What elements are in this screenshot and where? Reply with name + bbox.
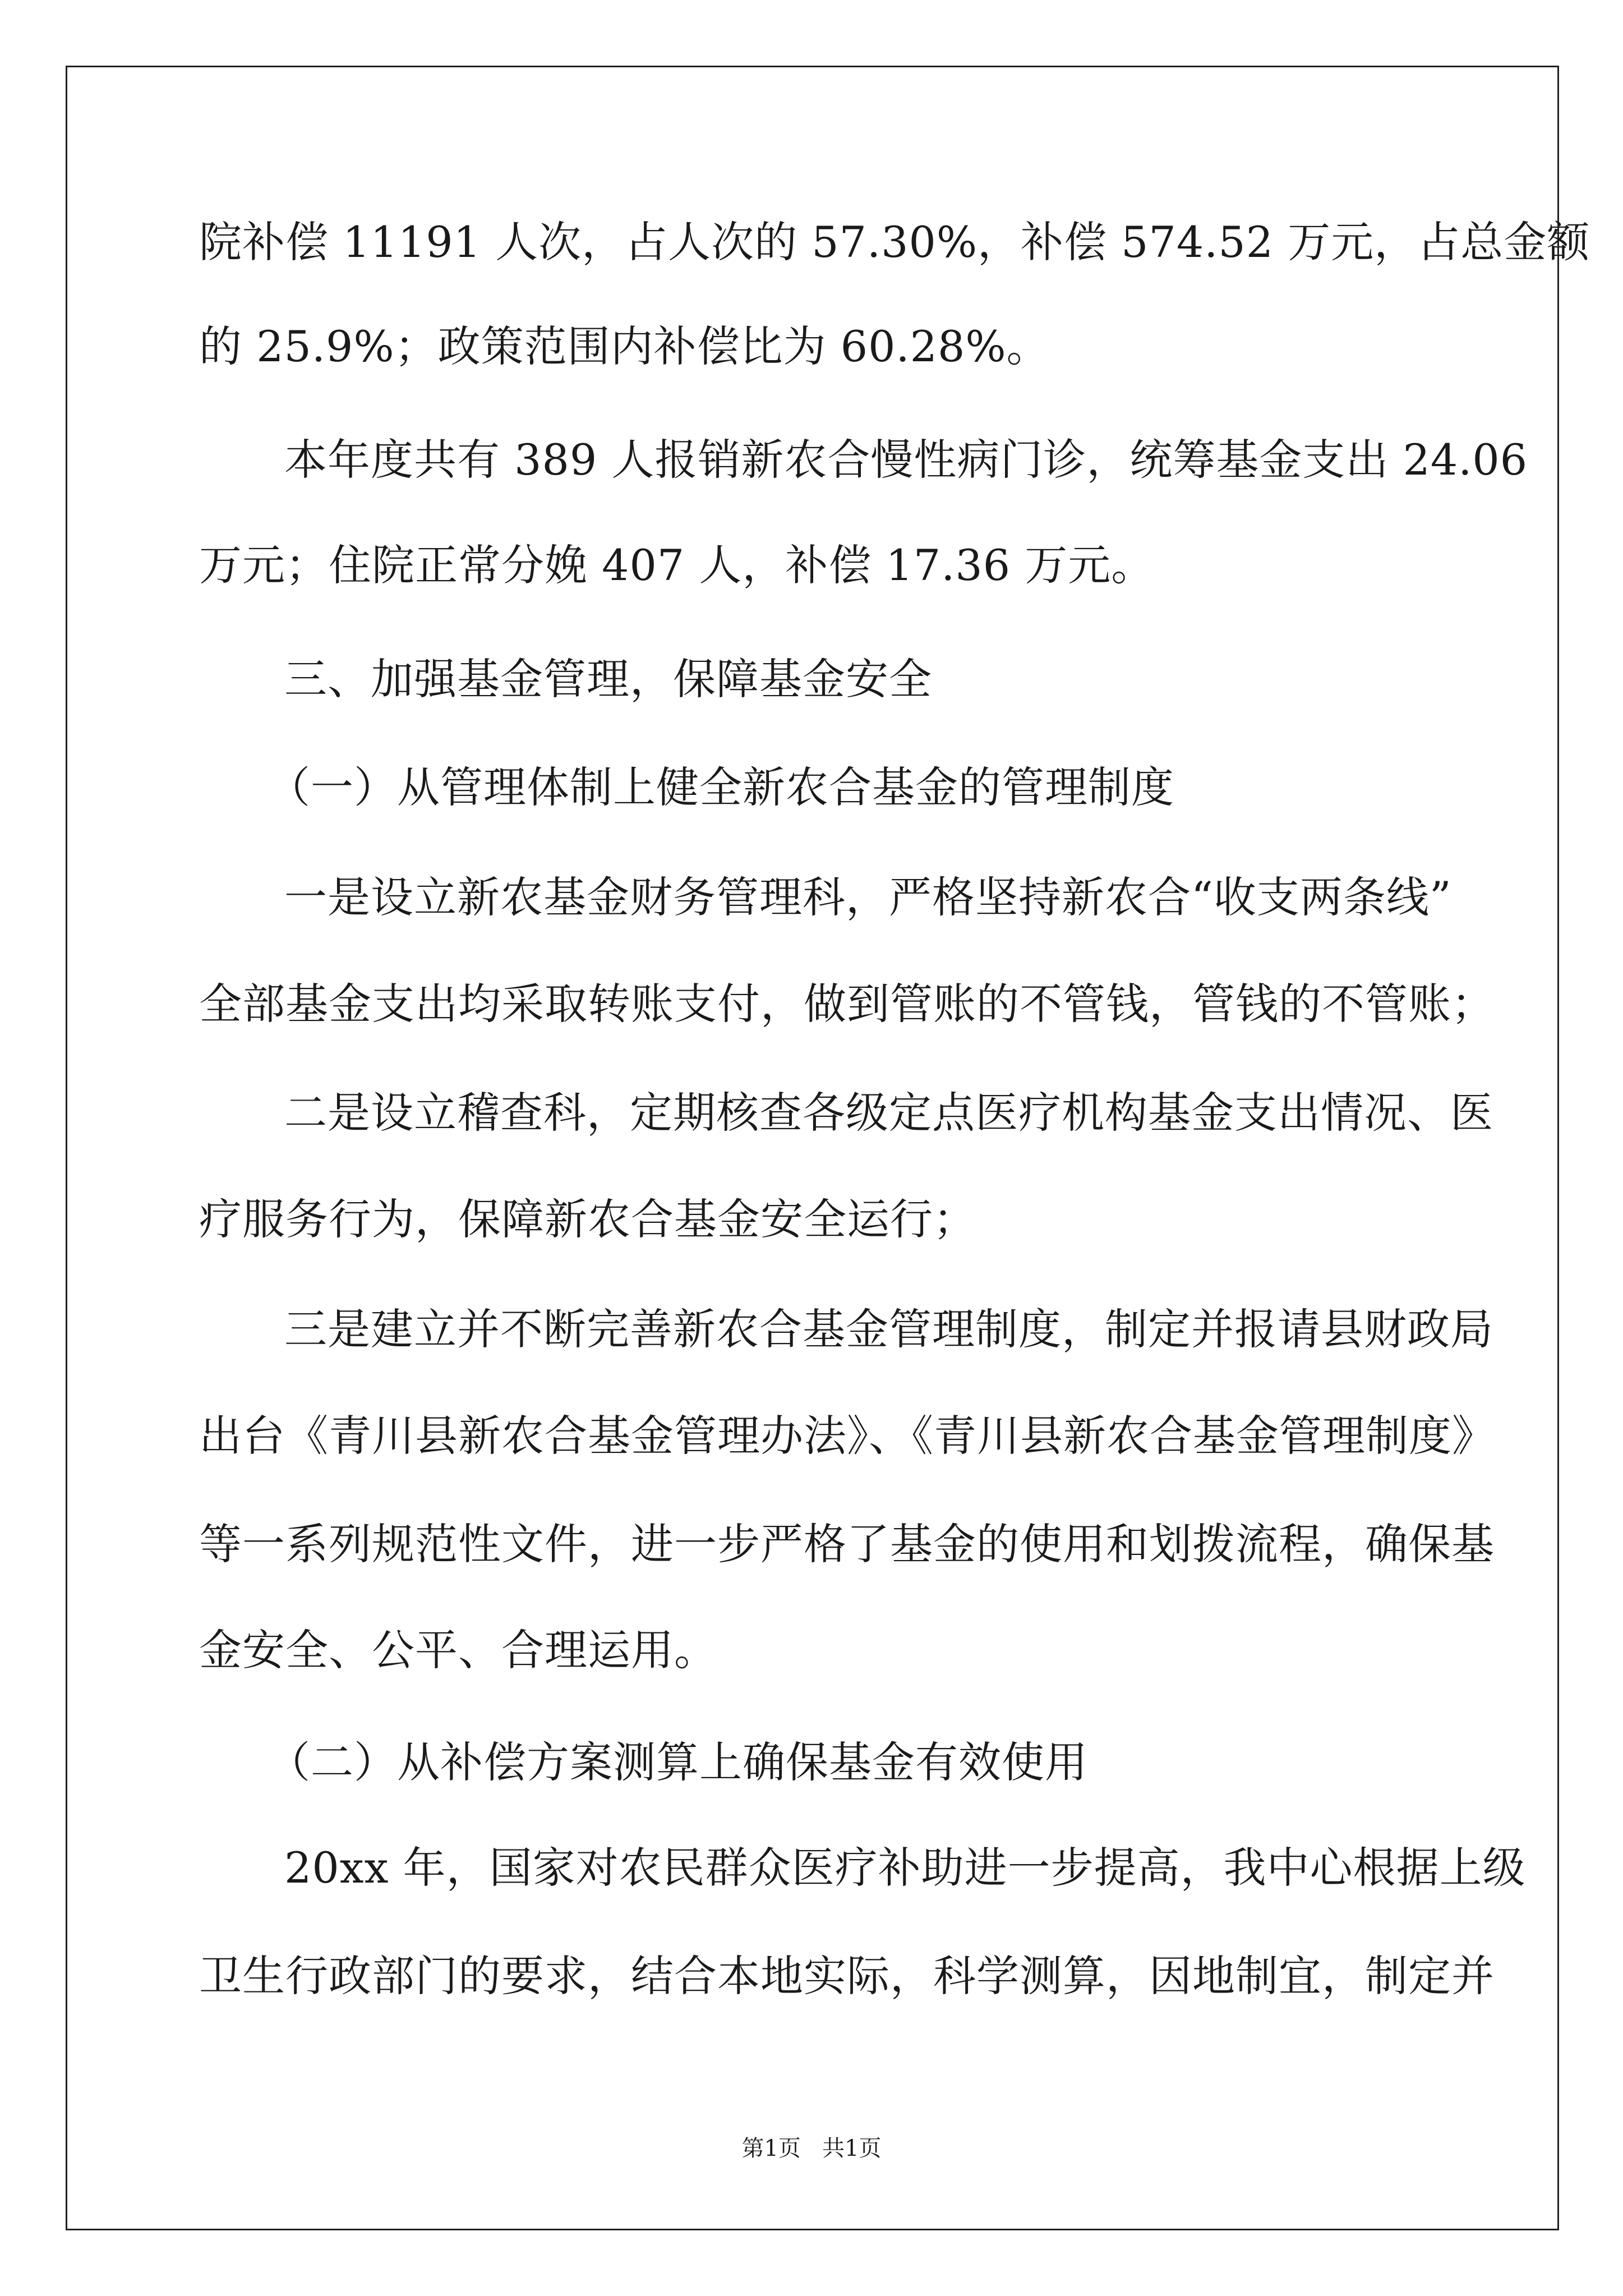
text-line: 本年度共有 389 人报销新农合慢性病门诊，统筹基金支出 24.06 bbox=[284, 435, 1528, 485]
text-line: 等一系列规范性文件，进一步严格了基金的使用和划拨流程，确保基 bbox=[199, 1519, 1495, 1569]
text-line: 院补偿 11191 人次，占人次的 57.30%，补偿 574.52 万元，占总金额 bbox=[199, 217, 1590, 267]
text-line: 出台《青川县新农合基金管理办法》、《青川县新农合基金管理制度》 bbox=[199, 1411, 1495, 1461]
page-number: 第1页 共1页 bbox=[741, 2136, 882, 2161]
text-line: 20xx 年，国家对农民群众医疗补助进一步提高，我中心根据上级 bbox=[284, 1843, 1526, 1893]
text-line: 二是设立稽查科，定期核查各级定点医疗机构基金支出情况、医 bbox=[284, 1088, 1493, 1138]
subsection-heading: （二）从补偿方案测算上确保基金有效使用 bbox=[268, 1737, 1088, 1787]
text-line: 一是设立新农基金财务管理科，严格坚持新农合“收支两条线” bbox=[284, 872, 1452, 922]
text-line: 的 25.9%；政策范围内补偿比为 60.28%。 bbox=[199, 321, 1050, 371]
text-line: 疗服务行为，保障新农合基金安全运行； bbox=[199, 1194, 976, 1244]
text-line: 全部基金支出均采取转账支付，做到管账的不管钱，管钱的不管账； bbox=[199, 979, 1495, 1029]
text-line: 金安全、公平、合理运用。 bbox=[199, 1625, 717, 1675]
text-line: 万元；住院正常分娩 407 人，补偿 17.36 万元。 bbox=[199, 540, 1155, 590]
section-heading: 三、加强基金管理，保障基金安全 bbox=[284, 654, 932, 704]
subsection-heading: （一）从管理体制上健全新农合基金的管理制度 bbox=[268, 762, 1174, 812]
text-line: 卫生行政部门的要求，结合本地实际，科学测算，因地制宜，制定并 bbox=[199, 1951, 1495, 2001]
text-line: 三是建立并不断完善新农合基金管理制度，制定并报请县财政局 bbox=[284, 1304, 1493, 1354]
page-border bbox=[66, 66, 1590, 2230]
